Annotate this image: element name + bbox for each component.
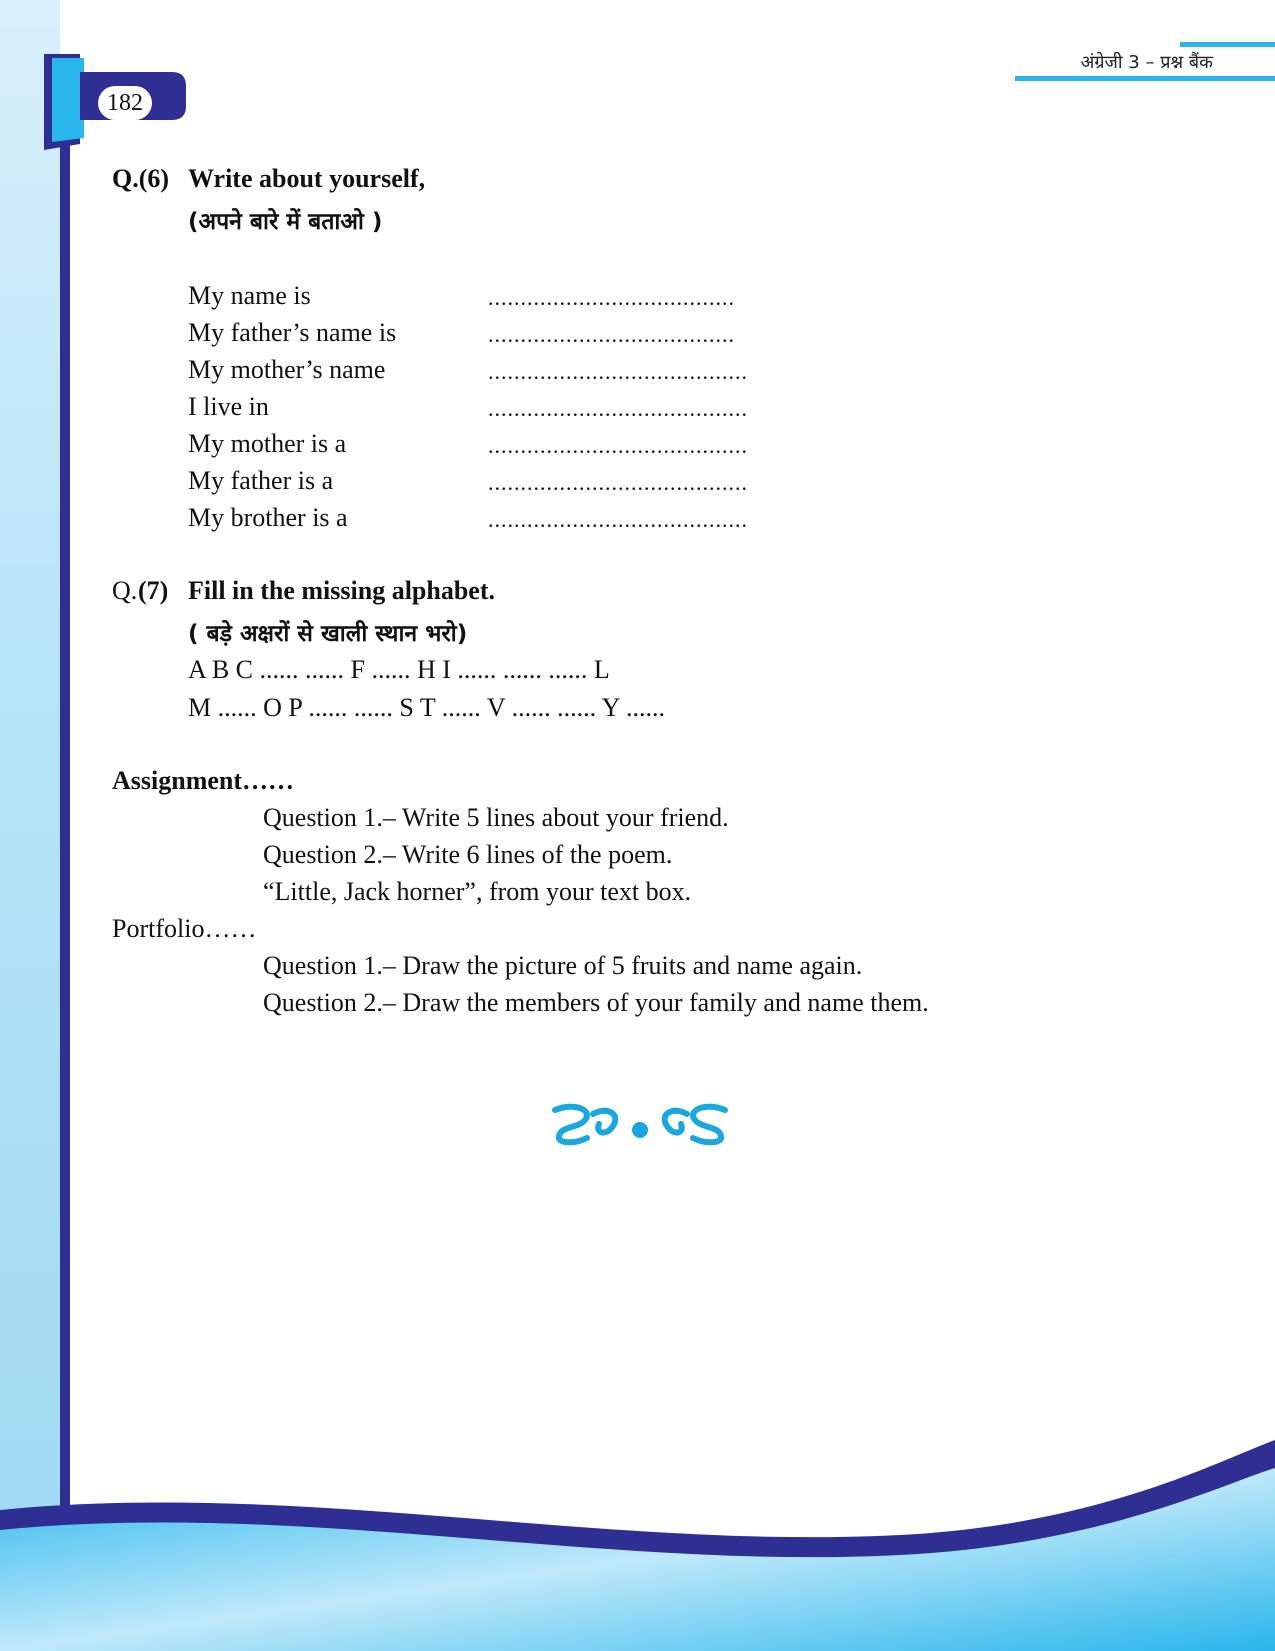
alphabet-line-2: M ...... O P ...... ...... S T ...... V ...... ...... Y ...... <box>188 693 665 722</box>
q6-row-blank: ........................................ <box>488 396 748 421</box>
assignment-heading: Assignment…… <box>112 766 295 795</box>
q6-row-blank: ........................................ <box>488 433 748 458</box>
q6-row-blank: ...................................... <box>488 285 735 310</box>
portfolio-item: Question 1.– Draw the picture of 5 fruits and name again. <box>263 951 863 980</box>
q7-hindi-subtitle: ( बड़े अक्षरों से खाली स्थान भरो) <box>188 621 468 647</box>
q6-number: Q.(6) <box>112 164 170 193</box>
assignment-item: Question 1.– Write 5 lines about your friend. <box>263 803 729 832</box>
book-title: अंग्रेजी 3 – प्रश्न बैंक <box>1080 52 1213 73</box>
q6-row-blank: ........................................ <box>488 359 748 384</box>
header-underline <box>1015 76 1275 81</box>
q7-number: (7) <box>138 576 169 605</box>
end-ornament-icon <box>545 1100 735 1148</box>
page-number: 182 <box>98 86 152 120</box>
alphabet-line-1: A B C ...... ...... F ...... H I ...... ...... ...... L <box>188 655 610 684</box>
bottom-wave-decoration <box>0 1440 1275 1651</box>
q6-hindi-subtitle: (अपने बारे में बताओ ) <box>188 209 383 235</box>
left-decorative-strip <box>0 0 60 1651</box>
header-accent-line <box>1180 42 1275 47</box>
q6-row-blank: ........................................ <box>488 470 748 495</box>
q6-row-label: My mother is a <box>188 429 347 458</box>
q7-number-prefix: Q. <box>112 576 138 605</box>
q6-row-label: My father is a <box>188 466 334 495</box>
q6-title: Write about yourself, <box>188 164 426 193</box>
q6-row-label: My mother’s name <box>188 355 386 384</box>
q6-row-label: My name is <box>188 281 311 310</box>
q6-row-label: My father’s name is <box>188 318 397 347</box>
left-navy-bar <box>60 120 70 1520</box>
portfolio-item: Question 2.– Draw the members of your family and name them. <box>263 988 929 1017</box>
assignment-item: “Little, Jack horner”, from your text box. <box>263 877 692 906</box>
q7-title: Fill in the missing alphabet. <box>188 576 495 605</box>
q6-row-blank: ...................................... <box>488 322 735 347</box>
q6-row-blank: ........................................ <box>488 507 748 532</box>
q6-row-label: My brother is a <box>188 503 348 532</box>
portfolio-heading: Portfolio…… <box>112 914 257 943</box>
assignment-item: Question 2.– Write 6 lines of the poem. <box>263 840 673 869</box>
q6-row-label: I live in <box>188 392 269 421</box>
